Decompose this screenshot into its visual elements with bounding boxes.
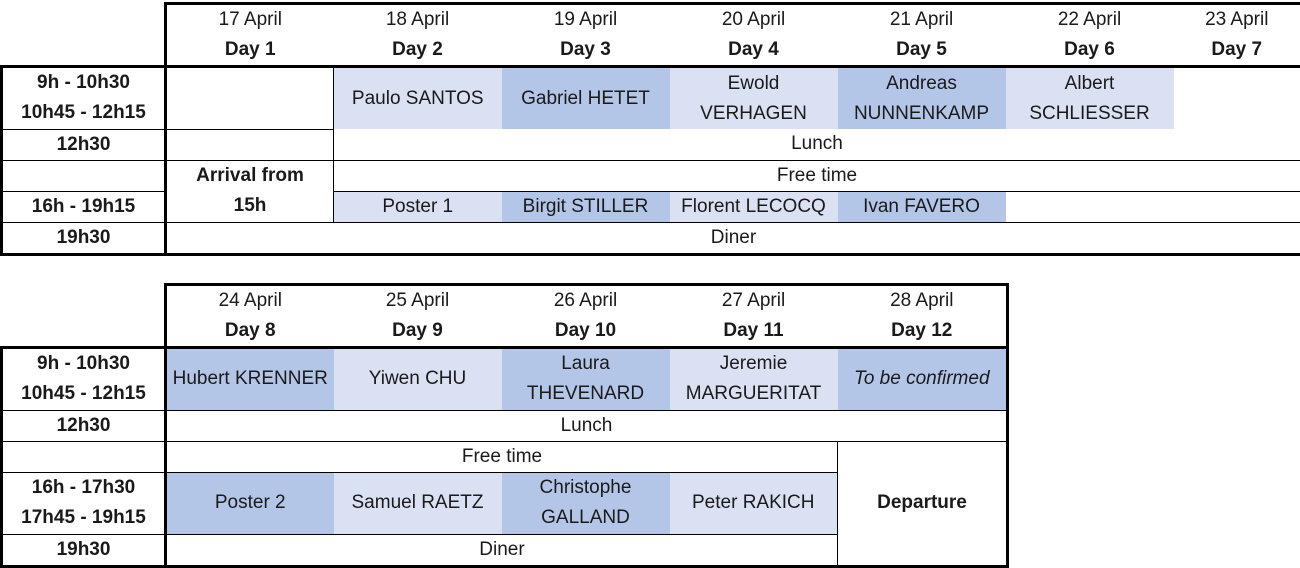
- departure-cell: Departure: [838, 441, 1008, 566]
- day-header: Day 2: [334, 35, 502, 67]
- free-time-cell: Free time: [334, 160, 1300, 191]
- speaker-first-name: Andreas: [838, 69, 1006, 99]
- day-header: Day 9: [334, 316, 502, 348]
- day-header: Day 12: [838, 316, 1008, 348]
- corner-cell: [2, 4, 166, 36]
- date-header: 19 April: [502, 4, 670, 36]
- speaker-name: Peter RAKICH: [692, 492, 814, 513]
- time-slot-label: [2, 441, 166, 472]
- speaker-name: To be confirmed: [854, 368, 990, 389]
- day-header: Day 8: [166, 316, 334, 348]
- day-header: Day 5: [838, 35, 1006, 67]
- day-header: Day 10: [502, 316, 670, 348]
- poster-session: Poster 1: [334, 191, 502, 222]
- speaker-last-name: VERHAGEN: [670, 99, 838, 129]
- dinner-cell: Diner: [166, 534, 838, 566]
- day-header: Day 1: [166, 35, 334, 67]
- time-slot-label: 19h30: [2, 534, 166, 566]
- dinner-cell: Diner: [166, 222, 1300, 254]
- date-header: 28 April: [838, 285, 1008, 317]
- day-header: Day 7: [1174, 35, 1300, 67]
- date-header: 25 April: [334, 285, 502, 317]
- speaker-cell: Florent LECOCQ: [670, 191, 838, 222]
- empty-slot: [166, 67, 334, 130]
- speaker-last-name: NUNNENKAMP: [838, 99, 1006, 129]
- speaker-cell: Ivan FAVERO: [838, 191, 1006, 222]
- date-header: 18 April: [334, 4, 502, 36]
- empty-slot: [1006, 191, 1300, 222]
- corner-cell: [2, 285, 166, 317]
- arrival-note: 15h: [166, 191, 334, 222]
- time-slot-label: 16h - 19h15: [2, 191, 166, 222]
- corner-cell: [2, 316, 166, 348]
- speaker-cell: [166, 348, 334, 411]
- speaker-cell: [670, 67, 838, 130]
- date-header: 22 April: [1006, 4, 1174, 36]
- empty-slot: [1174, 67, 1300, 130]
- speaker-cell: [670, 472, 838, 534]
- speaker-name: Gabriel HETET: [521, 88, 650, 109]
- date-header: 17 April: [166, 4, 334, 36]
- speaker-last-name: GALLAND: [502, 503, 670, 533]
- day-header: Day 4: [670, 35, 838, 67]
- speaker-cell: Birgit STILLER: [502, 191, 670, 222]
- time-slot-label: 19h30: [2, 222, 166, 254]
- date-header: 27 April: [670, 285, 838, 317]
- speaker-last-name: MARGUERITAT: [670, 379, 838, 409]
- speaker-name: Samuel RAETZ: [352, 492, 484, 513]
- time-slot-label: 10h45 - 12h15: [2, 379, 166, 410]
- time-slot-label: 16h - 17h30: [2, 472, 166, 503]
- schedule-table-week-2: [0, 283, 1009, 568]
- speaker-name: Hubert KRENNER: [173, 368, 328, 389]
- time-slot-label: 9h - 10h30: [2, 67, 166, 99]
- speaker-first-name: Laura: [502, 349, 670, 379]
- time-slot-label: 12h30: [2, 129, 166, 160]
- date-header: 24 April: [166, 285, 334, 317]
- schedule-table-week-1: [0, 2, 1300, 256]
- time-slot-label: 17h45 - 19h15: [2, 503, 166, 534]
- lunch-cell: Lunch: [166, 410, 1008, 441]
- time-slot-label: 12h30: [2, 410, 166, 441]
- speaker-cell: [670, 348, 838, 411]
- speaker-cell: [334, 67, 502, 130]
- speaker-last-name: SCHLIESSER: [1006, 99, 1174, 129]
- speaker-name: Paulo SANTOS: [352, 88, 484, 109]
- speaker-cell: [334, 348, 502, 411]
- speaker-cell: [502, 67, 670, 130]
- free-time-cell: Free time: [166, 441, 838, 472]
- time-slot-label: 10h45 - 12h15: [2, 98, 166, 129]
- empty-slot: [166, 129, 334, 160]
- tbc-cell: [838, 348, 1008, 411]
- speaker-first-name: Albert: [1006, 69, 1174, 99]
- speaker-name: Poster 2: [215, 492, 286, 513]
- speaker-cell: [502, 348, 670, 411]
- speaker-cell: [502, 472, 670, 534]
- date-header: 20 April: [670, 4, 838, 36]
- date-header: 21 April: [838, 4, 1006, 36]
- poster-session: [166, 472, 334, 534]
- time-slot-label: 9h - 10h30: [2, 348, 166, 380]
- time-slot-label: [2, 160, 166, 191]
- speaker-cell: [334, 472, 502, 534]
- lunch-cell: Lunch: [334, 129, 1300, 160]
- speaker-cell: [838, 67, 1006, 130]
- date-header: 23 April: [1174, 4, 1300, 36]
- speaker-first-name: Christophe: [502, 473, 670, 503]
- date-header: 26 April: [502, 285, 670, 317]
- corner-cell: [2, 35, 166, 67]
- speaker-name: Yiwen CHU: [369, 368, 467, 389]
- day-header: Day 3: [502, 35, 670, 67]
- day-header: Day 11: [670, 316, 838, 348]
- speaker-first-name: Ewold: [670, 69, 838, 99]
- day-header: Day 6: [1006, 35, 1174, 67]
- speaker-last-name: THEVENARD: [502, 379, 670, 409]
- arrival-note: Arrival from: [166, 160, 334, 191]
- speaker-cell: [1006, 67, 1174, 130]
- speaker-first-name: Jeremie: [670, 349, 838, 379]
